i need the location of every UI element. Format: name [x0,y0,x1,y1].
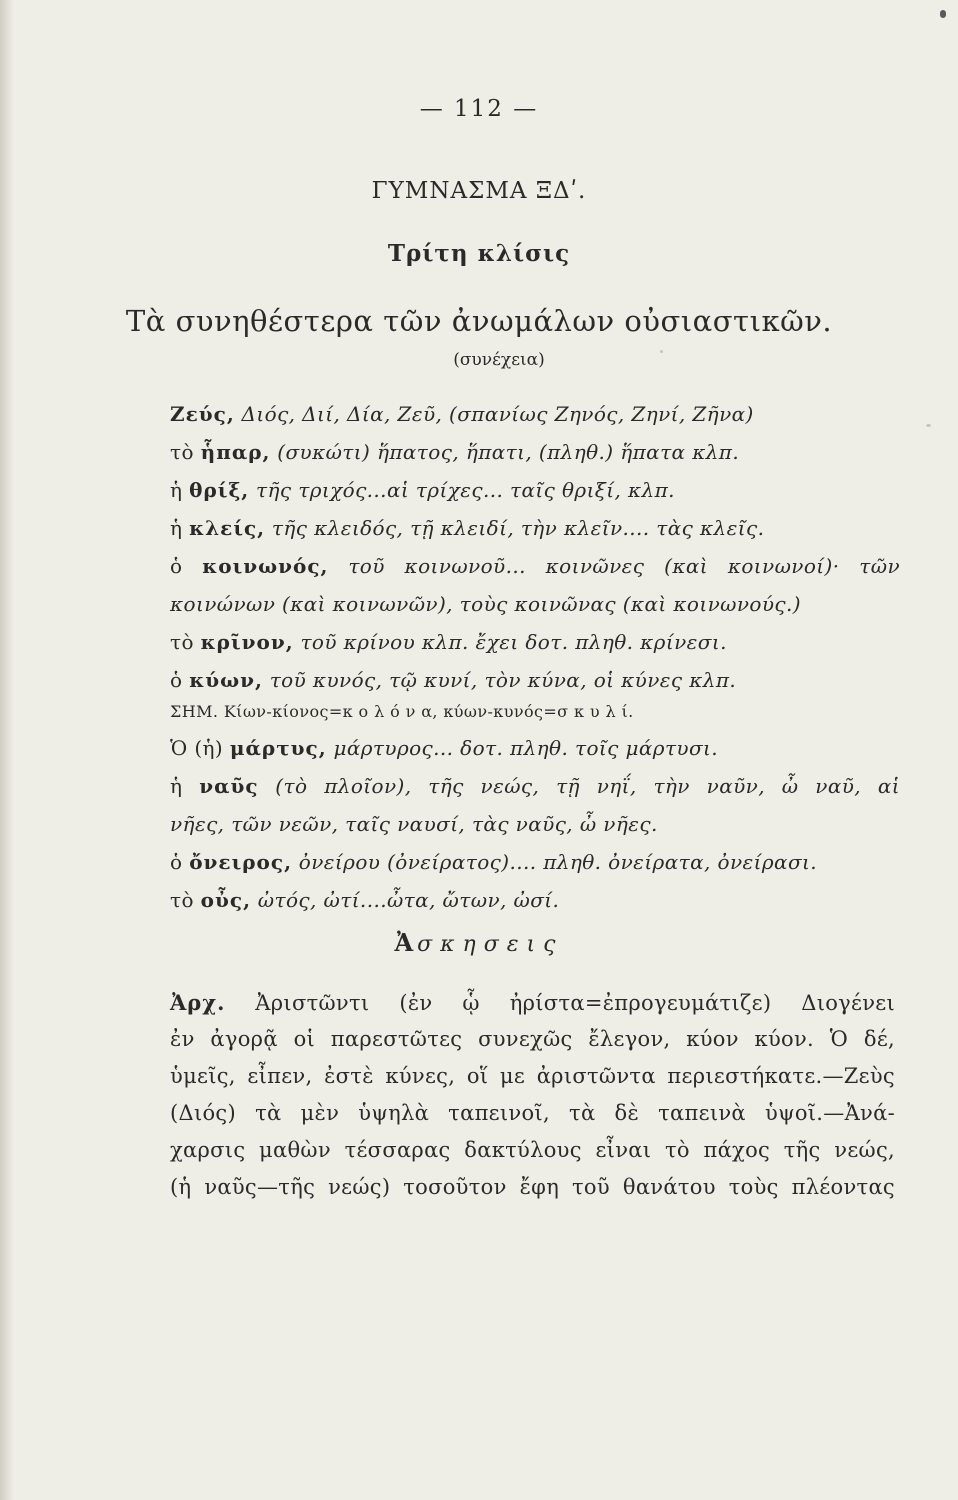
exercise-line: χαρσις μαθὼν τέσσαρας δακτύλους εἶναι τὸ πάχος τῆς νεώς, [170,1138,895,1162]
exercise-line [170,990,895,1015]
article: τὸ [170,888,201,912]
entry-naus [170,774,900,798]
note-line: ΣΗΜ. Κίων-κίονος=κ ο λ ό ν α, κύων-κυνός=σ κ υ λ ί. [170,702,634,721]
forms: (συκώτι) ἥπατος, ἥπατι, (πληθ.) ἥπατα κλπ. [270,440,740,464]
headword: κοινωνός, [202,554,329,578]
entry-koinonos [170,554,900,578]
article: ὁ [170,668,190,692]
headword: μάρτυς, [229,736,327,760]
article: τὸ [170,630,201,654]
exercise-line: ἐν ἀγορᾷ οἱ παρεστῶτες συνεχῶς ἔλεγον, κύον κύον. Ὁ δέ, [170,1027,895,1051]
article: τὸ [170,440,201,464]
entry-krinon [170,630,900,654]
forms: ὀνείρου (ὀνείρατος).... πληθ. ὀνείρατα, ὀνείρασι. [292,850,817,874]
entry-kyon [170,668,900,692]
forms: μάρτυρος... δοτ. πληθ. τοῖς μάρτυσι. [326,736,719,760]
headword: οὖς, [200,888,252,912]
forms: ὠτός, ὠτί....ὦτα, ὤτων, ὠσί. [251,888,560,912]
entry-koinonos-cont: κοινώνων (καὶ κοινωνῶν), τοὺς κοινῶνας (καὶ κοινωνούς.) [170,592,801,616]
corner-ink-mark [940,10,946,18]
exercise-line: ὑμεῖς, εἶπεν, ἐστὲ κύνες, οἵ με ἀριστῶντα περιεστήκατε.—Ζεὺς [170,1064,895,1088]
headword: κλείς, [189,516,266,540]
exercise-title: ΓΥΜΝΑΣΜΑ ΞΔʹ. [371,178,587,204]
headword: ὄνειρος, [189,850,293,874]
exercise-line: (Διός) τὰ μὲν ὑψηλὰ ταπεινοῖ, τὰ δὲ ταπεινὰ ὑψοῖ.—Ἀνά- [170,1101,895,1125]
exercise-text: Ἀριστῶντι (ἐν ᾧ ἠρίστα=ἐπρογευμάτιζε) Διογένει [225,991,895,1015]
article: ἡ [170,478,190,502]
article: ὁ [170,850,190,874]
forms: τῆς τριχός...αἱ τρίχες... ταῖς θριξί, κλπ. [249,478,675,502]
headword: κύων, [189,668,263,692]
article: ἡ [170,516,190,540]
exercise-line: (ἡ ναῦς—τῆς νεώς) τοσοῦτον ἔφη τοῦ θανάτου τοὺς πλέοντας [170,1175,895,1199]
exercises-heading [0,928,958,957]
entry-hepar [170,440,900,464]
exercises-heading-rest: σκησεις [417,932,564,957]
topic-title: Τὰ συνηθέστερα τῶν ἀνωμάλων οὐσιαστικῶν. [125,304,833,338]
forms: τῆς κλειδός, τῇ κλειδί, τὴν κλεῖν.... τὰς κλεῖς. [265,516,765,540]
forms: τοῦ κυνός, τῷ κυνί, τὸν κύνα, οἱ κύνες κλπ. [262,668,737,692]
continuation-note: (συνέχεια) [453,350,545,370]
headword: θρίξ, [189,478,250,502]
forms: (τὸ πλοῖον), τῆς νεώς, τῇ νηΐ, τὴν ναῦν, ὦ ναῦ, αἱ [258,774,901,798]
article: ἡ [170,774,200,798]
entry-naus-cont: νῆες, τῶν νεῶν, ταῖς ναυσί, τὰς ναῦς, ὦ νῆες. [170,812,658,836]
entry-oneiros [170,850,900,874]
entry-thrix [170,478,900,502]
paper-speck [926,424,931,427]
forms: τοῦ κρίνου κλπ. ἔχει δοτ. πληθ. κρίνεσι. [293,630,727,654]
entry-ous [170,888,900,912]
article: ὁ [170,554,203,578]
page-number: — 112 — [419,96,539,122]
page-gutter-shadow [0,0,14,1500]
declension-title: Τρίτη κλίσις [387,240,571,267]
entry-martys [170,736,900,760]
article: Ὁ (ἡ) [170,736,230,760]
entry-zeus [170,402,900,426]
entry-kleis [170,516,900,540]
headword: κρῖνον, [200,630,294,654]
forms: τοῦ κοινωνοῦ... κοινῶνες (καὶ κοινωνοί)· τῶν [328,554,901,578]
headword: Ζεύς, [170,402,235,426]
headword: ναῦς [199,774,259,798]
exercise-label: Ἀρχ. [170,990,226,1015]
headword: ἧπαρ, [200,440,271,464]
exercises-heading-initial: Ἀ [394,928,418,957]
forms: Διός, Διί, Δία, Ζεῦ, (σπανίως Ζηνός, Ζηνί, Ζῆνα) [234,402,754,426]
